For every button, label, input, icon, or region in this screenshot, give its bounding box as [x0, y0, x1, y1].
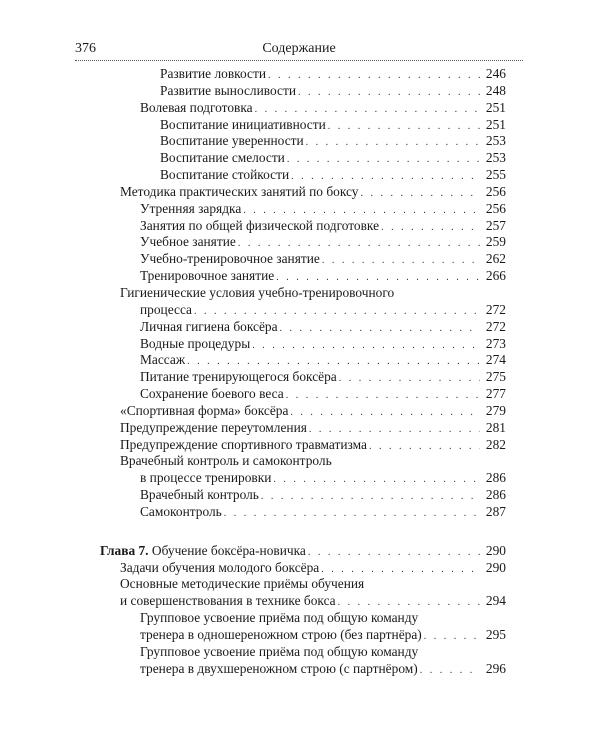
toc-entry-page: 257	[485, 217, 506, 233]
toc-entry[interactable]	[100, 336, 506, 353]
toc-entry-text: Воспитание смелости	[160, 150, 285, 166]
toc-entry-text: Групповое усвоение приёма под общую команду	[140, 643, 419, 659]
toc-entry[interactable]	[100, 560, 506, 577]
toc-entry-page: 262	[485, 251, 506, 267]
toc-entry-text: Врачебный контроль	[140, 487, 259, 503]
toc-entry[interactable]	[100, 100, 506, 117]
toc-entry-text: Водные процедуры	[140, 335, 251, 351]
toc-entry-page: 277	[485, 386, 506, 402]
toc-entry[interactable]	[100, 504, 506, 521]
toc-entry-text: Воспитание уверенности	[160, 133, 304, 149]
toc-entry[interactable]	[100, 285, 506, 302]
toc-entry-page: 251	[485, 116, 506, 132]
toc-entry[interactable]	[100, 576, 506, 593]
toc-entry-page: 248	[485, 82, 506, 98]
toc-entry-text: «Спортивная форма» боксёра	[120, 402, 289, 418]
chapter-heading[interactable]	[100, 543, 506, 560]
toc-entry-page: 294	[485, 593, 506, 609]
toc-entry-text: процесса	[140, 301, 192, 317]
leader-dots	[298, 85, 480, 102]
toc-entry[interactable]	[100, 251, 506, 268]
running-title: Содержание	[262, 41, 336, 56]
leader-dots	[273, 472, 480, 489]
toc-entry-page: 253	[485, 150, 506, 166]
leader-dots	[328, 119, 480, 136]
toc-entry-text: Предупреждение спортивного травматизма	[120, 436, 367, 452]
toc-entry[interactable]	[100, 386, 506, 403]
toc-entry-text: Волевая подготовка	[140, 99, 253, 115]
toc-entry[interactable]	[100, 268, 506, 285]
toc-entry[interactable]	[100, 420, 506, 437]
toc-entry-page: 272	[485, 301, 506, 317]
toc-entry[interactable]	[100, 133, 506, 150]
toc-entry[interactable]	[100, 201, 506, 218]
toc-entry-text: Групповое усвоение приёма под общую команду	[140, 610, 419, 626]
toc-entry-text: Врачебный контроль и самоконтроль	[120, 453, 332, 469]
chapter-label: Глава 7.	[100, 542, 149, 558]
section-gap	[100, 521, 506, 543]
page-number: 376	[75, 41, 96, 56]
toc-entry[interactable]	[100, 184, 506, 201]
toc-entry-page: 286	[485, 487, 506, 503]
toc-entry-text: Питание тренирующегося боксёра	[140, 369, 337, 385]
toc-entry-page: 282	[485, 436, 506, 452]
toc-entry-page: 272	[485, 318, 506, 334]
toc-entry[interactable]	[100, 610, 506, 627]
toc-entry[interactable]	[100, 302, 506, 319]
toc-entry[interactable]	[100, 403, 506, 420]
leader-dots	[322, 253, 480, 270]
table-of-contents	[100, 66, 506, 678]
toc-entry[interactable]	[100, 593, 506, 610]
toc-entry-page: 251	[485, 99, 506, 115]
toc-entry-page: 290	[485, 559, 506, 575]
toc-entry-text: Личная гигиена боксёра	[140, 318, 278, 334]
leader-dots	[290, 405, 480, 422]
toc-entry-text: Основные методические приёмы обучения	[120, 576, 365, 592]
toc-entry[interactable]	[100, 487, 506, 504]
toc-entry[interactable]	[100, 369, 506, 386]
leader-dots	[287, 152, 480, 169]
toc-entry-page: 256	[485, 183, 506, 199]
toc-entry-text: Воспитание стойкости	[160, 167, 290, 183]
toc-entry-text: тренера в двухшереножном строю (с партнёром)	[140, 660, 418, 676]
toc-entry[interactable]	[100, 234, 506, 251]
toc-entry-text: Самоконтроль	[140, 503, 222, 519]
toc-entry-text: Учебно-тренировочное занятие	[140, 251, 320, 267]
toc-entry[interactable]	[100, 117, 506, 134]
toc-entry-text: Утренняя зарядка	[140, 200, 242, 216]
toc-entry[interactable]	[100, 66, 506, 83]
toc-entry-text: Занятия по общей физической подготовке	[140, 217, 380, 233]
header-rule	[75, 60, 523, 61]
leader-dots	[224, 506, 480, 523]
toc-entry[interactable]	[100, 218, 506, 235]
leader-dots	[268, 68, 480, 85]
toc-entry[interactable]	[100, 627, 506, 644]
leader-dots	[261, 489, 480, 506]
toc-entry-page: 281	[485, 419, 506, 435]
leader-dots	[424, 629, 480, 646]
toc-entry-text: Развитие выносливости	[160, 82, 297, 98]
leader-dots	[369, 439, 480, 456]
toc-entry[interactable]	[100, 661, 506, 678]
toc-entry-text: и совершенствования в технике бокса	[120, 593, 336, 609]
toc-entry-page: 256	[485, 200, 506, 216]
chapter-page: 290	[485, 542, 506, 558]
toc-entry-page: 295	[485, 627, 506, 642]
chapter-title: Обучение боксёра-новичка	[151, 542, 306, 558]
toc-entry-text: Развитие ловкости	[160, 66, 266, 81]
leader-dots	[339, 371, 480, 388]
toc-entry-page: 266	[485, 268, 506, 284]
toc-entry-text: Гигиенические условия учебно-тренировочного	[120, 284, 395, 300]
toc-entry-text: Воспитание инициативности	[160, 116, 326, 132]
toc-entry-page: 253	[485, 133, 506, 149]
leader-dots	[381, 220, 480, 237]
leader-dots	[361, 186, 481, 203]
leader-dots	[420, 663, 480, 680]
chapter-text	[100, 543, 306, 560]
toc-entry-page: 287	[485, 503, 506, 519]
toc-section-a	[100, 66, 506, 521]
toc-entry[interactable]	[100, 437, 506, 454]
toc-entry-page: 279	[485, 402, 506, 418]
toc-entry[interactable]	[100, 167, 506, 184]
leader-dots	[252, 338, 480, 355]
toc-entry-page: 255	[485, 167, 506, 183]
toc-entry-page: 275	[485, 369, 506, 385]
leader-dots	[306, 135, 480, 152]
toc-entry-text: Учебное занятие	[140, 234, 236, 250]
toc-entry-page: 246	[485, 66, 506, 81]
leader-dots	[286, 388, 480, 405]
toc-entry[interactable]	[100, 644, 506, 661]
toc-entry-text: Тренировочное занятие	[140, 268, 275, 284]
toc-entry[interactable]	[100, 83, 506, 100]
toc-entry-text: Массаж	[140, 352, 186, 368]
toc-entry-text: в процессе тренировки	[140, 470, 272, 486]
leader-dots	[308, 545, 480, 562]
toc-entry-text: Сохранение боевого веса	[140, 386, 284, 402]
toc-entry[interactable]	[100, 150, 506, 167]
toc-entry-text: Методика практических занятий по боксу	[120, 183, 359, 199]
toc-entry-text: Предупреждение переутомления	[120, 419, 307, 435]
toc-entry-page: 273	[485, 335, 506, 351]
leader-dots	[280, 321, 480, 338]
toc-section-b	[100, 560, 506, 678]
toc-entry[interactable]	[100, 470, 506, 487]
toc-entry-page: 274	[485, 352, 506, 368]
toc-entry-page: 286	[485, 470, 506, 486]
toc-entry-text: тренера в одношереножном строю (без партнёра)	[140, 627, 422, 642]
toc-entry[interactable]	[100, 453, 506, 470]
toc-entry-page: 259	[485, 234, 506, 250]
toc-entry-page: 296	[485, 660, 506, 676]
toc-entry-text: Задачи обучения молодого боксёра	[120, 559, 320, 575]
toc-entry[interactable]	[100, 352, 506, 369]
toc-entry[interactable]	[100, 319, 506, 336]
